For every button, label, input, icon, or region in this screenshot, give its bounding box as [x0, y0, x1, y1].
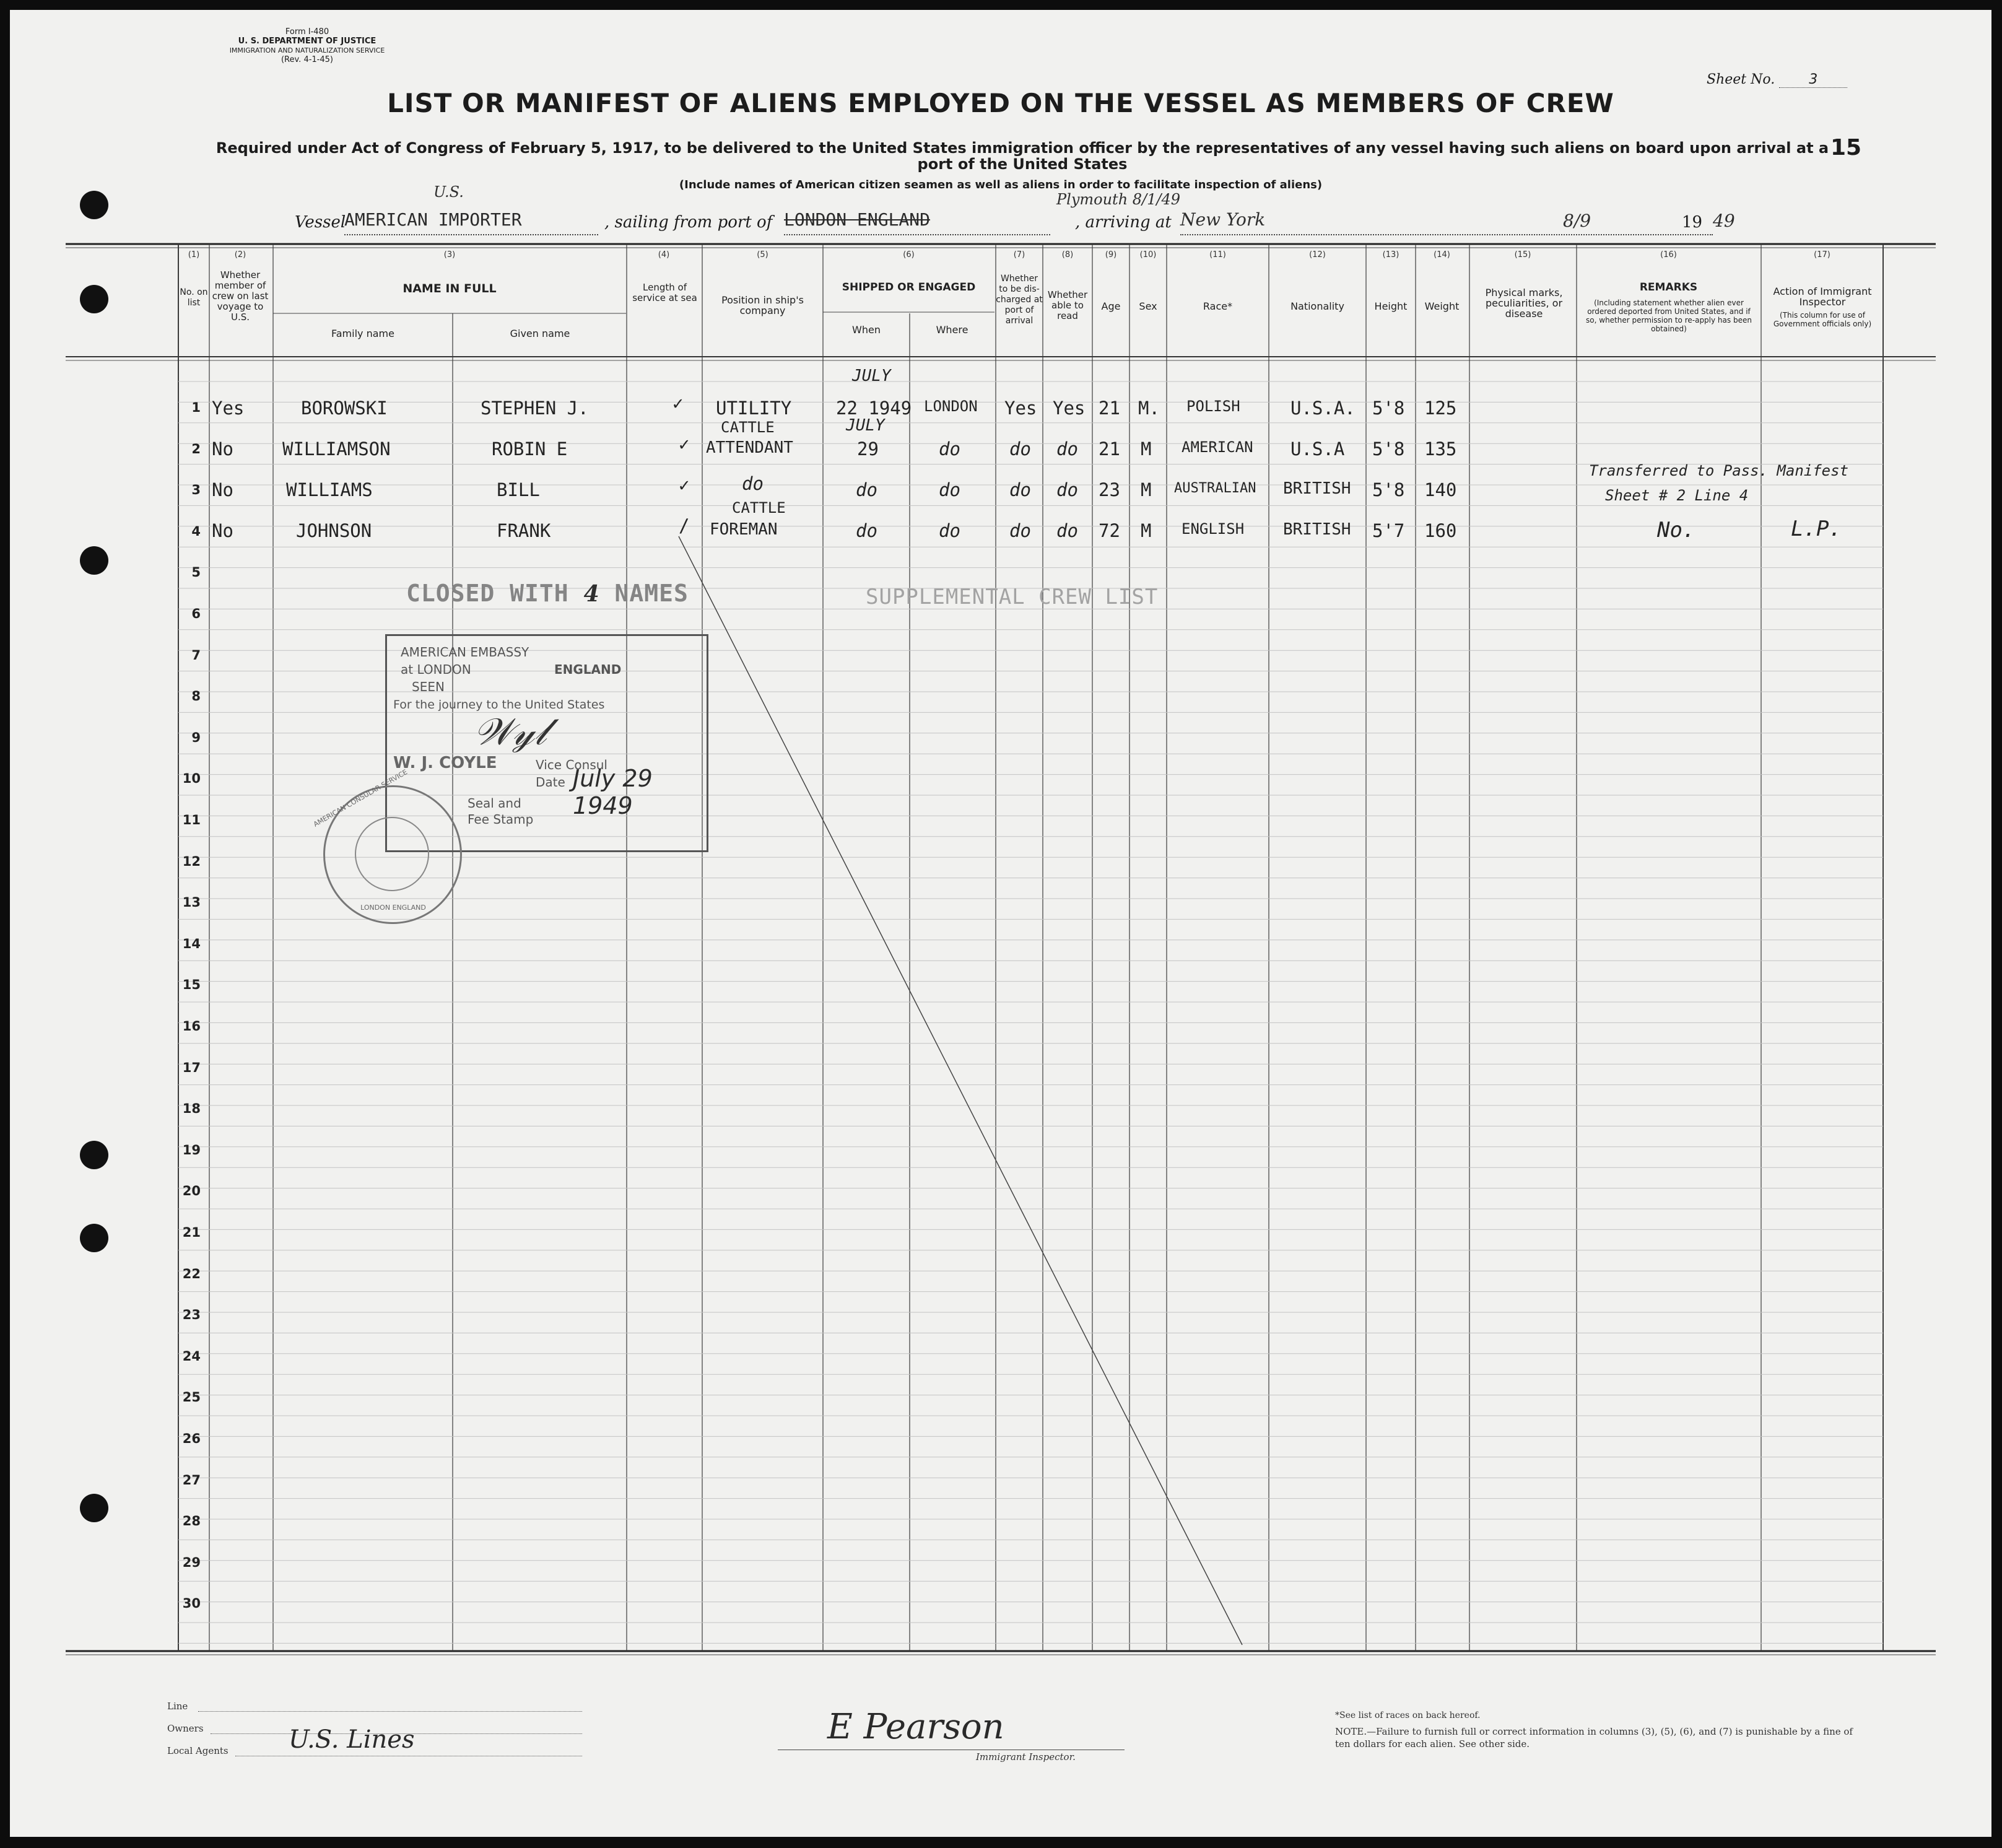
closed-count: 4	[583, 581, 600, 607]
row3-age: 23	[1099, 479, 1120, 500]
row-number: 9	[191, 730, 201, 745]
col-num: (10)	[1139, 250, 1157, 259]
service-name: IMMIGRATION AND NATURALIZATION SERVICE	[229, 46, 385, 54]
row-number: 30	[182, 1596, 201, 1611]
row2-sex: M	[1141, 438, 1152, 460]
row-number: 13	[182, 895, 201, 910]
row-number: 28	[182, 1514, 201, 1529]
col-num: (8)	[1061, 250, 1074, 259]
row2-nationality: U.S.A	[1290, 438, 1345, 460]
row-number: 20	[182, 1183, 201, 1199]
col-num: (17)	[1814, 250, 1830, 259]
form-number: Form I-480	[285, 27, 329, 37]
embassy-line1: AMERICAN EMBASSY	[401, 645, 529, 660]
row-number: 25	[182, 1390, 201, 1405]
col-num: (14)	[1434, 250, 1450, 259]
embassy-line2: at LONDON	[401, 662, 471, 677]
row1-sex: M.	[1138, 398, 1160, 419]
row-number: 4	[191, 523, 201, 539]
row-number: 11	[182, 813, 201, 827]
row1-position: UTILITY	[716, 398, 792, 419]
row4-age: 72	[1099, 520, 1120, 541]
page-number: 15	[1830, 135, 1862, 160]
embassy-officer: W. J. COYLE	[393, 754, 497, 772]
footer-owners-label: Owners	[167, 1723, 204, 1734]
col-num: (11)	[1209, 250, 1226, 259]
col-num: (12)	[1309, 250, 1326, 259]
embassy-line2b: ENGLAND	[554, 662, 622, 677]
row-number: 24	[182, 1348, 201, 1364]
embassy-seen: SEEN	[412, 679, 445, 694]
row2-height: 5'8	[1372, 438, 1405, 460]
header-shipped-engaged: SHIPPED OR ENGAGED	[842, 281, 976, 294]
row4-where: do	[939, 520, 960, 541]
row3-where: do	[939, 479, 960, 500]
sheet-label: Sheet No.	[1707, 72, 1775, 87]
port-note: Plymouth 8/1/49	[1056, 191, 1181, 208]
header-remarks: REMARKS	[1639, 281, 1698, 294]
row3-given: BILL	[497, 479, 540, 500]
col-num: (13)	[1382, 250, 1399, 259]
header-family-name: Family name	[331, 328, 394, 339]
embassy-signature: 𝒲𝓎𝓁	[474, 710, 547, 754]
row4-position: FOREMAN	[710, 520, 778, 539]
form-revision: (Rev. 4-1-45)	[281, 55, 333, 64]
row2-weight: 135	[1424, 438, 1457, 460]
row1-read: Yes	[1053, 398, 1086, 419]
header-action-inspector: Action of Immigrant Inspector	[1773, 285, 1872, 308]
col-num: (4)	[658, 250, 670, 259]
consular-seal	[312, 768, 462, 924]
row2-when-month: JULY	[846, 416, 885, 435]
embassy-date: July 29 1949	[573, 765, 653, 819]
header-discharged: Whether to be dis-charged at port of arrival	[996, 274, 1043, 326]
embassy-date-label: Date	[536, 775, 565, 790]
row4-height: 5'7	[1372, 520, 1405, 541]
row1-service: ✓	[672, 393, 684, 414]
year-value: 49	[1713, 211, 1735, 231]
row3-family: WILLIAMS	[286, 479, 373, 500]
row-number: 23	[182, 1307, 201, 1323]
row1-family: BOROWSKI	[301, 398, 388, 419]
row1-given: STEPHEN J.	[481, 398, 589, 419]
arriving-label: , arriving at	[1075, 213, 1172, 232]
header-physical-marks: Physical marks, peculiarities, or disease	[1485, 287, 1563, 320]
row-number: 2	[191, 441, 201, 456]
row3-height: 5'8	[1372, 479, 1405, 500]
embassy-fee-label: Fee Stamp	[468, 812, 534, 827]
row4-nationality: BRITISH	[1283, 520, 1351, 539]
col-num: (1)	[188, 250, 200, 259]
seal-text: AMERICAN CONSULAR SERVICE	[312, 768, 409, 829]
document-title: LIST OR MANIFEST OF ALIENS EMPLOYED ON THE VESSEL AS MEMBERS OF CREW	[387, 88, 1614, 118]
row-number: 10	[182, 771, 201, 787]
header-sex: Sex	[1139, 300, 1157, 312]
row1-race: POLISH	[1186, 398, 1240, 415]
fine-note: NOTE.—Failure to furnish full or correct information in columns (3), (5), (6), and (7) is punishable by a fine of ten dollars for each alien. See other side.	[1335, 1726, 1853, 1750]
row1-where: LONDON	[924, 398, 978, 415]
row2-age: 21	[1099, 438, 1120, 460]
row-number: 12	[182, 853, 201, 869]
row1-age: 21	[1099, 398, 1120, 419]
row3-read: do	[1056, 479, 1078, 500]
row4-sex: M	[1141, 520, 1152, 541]
row4-when: do	[856, 520, 877, 541]
col-num: (5)	[757, 250, 768, 259]
row3-race: AUSTRALIAN	[1174, 481, 1256, 496]
arriving-value: New York	[1180, 209, 1713, 235]
row3-member: No	[212, 479, 233, 500]
remarks-transfer-line2: Sheet # 2 Line 4	[1605, 487, 1749, 504]
closed-with-label: CLOSED WITH	[406, 580, 569, 607]
header-able-to-read: Whether able to read	[1047, 289, 1088, 321]
header-length-service: Length of service at sea	[632, 282, 697, 303]
row2-where: do	[939, 438, 960, 460]
footer-agents-label: Local Agents	[167, 1745, 228, 1756]
row4-read: do	[1056, 520, 1078, 541]
legal-requirement: Required under Act of Congress of February 5, 1917, to be delivered to the United States immigration officer by the representatives of any vessel having such aliens on board upon arrival at a port of the United States	[215, 139, 1829, 173]
row4-weight: 160	[1424, 520, 1457, 541]
vessel-value: AMERICAN IMPORTER	[344, 209, 598, 235]
row2-race: AMERICAN	[1182, 438, 1253, 456]
row-number: 1	[191, 400, 201, 415]
row1-member: Yes	[212, 398, 245, 419]
header-weight: Weight	[1424, 300, 1460, 312]
row-number: 15	[182, 977, 201, 993]
header-height: Height	[1374, 300, 1408, 312]
inspector-label: Immigrant Inspector.	[976, 1751, 1076, 1763]
seal-eagle-emblem	[355, 817, 429, 891]
row-number: 26	[182, 1431, 201, 1446]
header-name-in-full: NAME IN FULL	[403, 282, 497, 295]
row4-service: /	[679, 515, 690, 536]
row1-when: 22 1949	[836, 398, 912, 419]
row-number: 14	[182, 936, 201, 951]
row3-discharged: do	[1009, 479, 1031, 500]
closed-names-label: NAMES	[614, 580, 689, 607]
port-value: LONDON ENGLAND	[784, 209, 1050, 235]
row2-service: ✓	[679, 434, 690, 455]
footer-line-label: Line	[167, 1701, 188, 1712]
footer-agents-value: U.S. Lines	[289, 1725, 415, 1754]
row3-weight: 140	[1424, 479, 1457, 500]
sailing-label: , sailing from port of	[604, 213, 773, 232]
row2-read: do	[1056, 438, 1078, 460]
row4-race: ENGLISH	[1182, 520, 1245, 538]
row4-given: FRANK	[497, 520, 551, 541]
col-num: (9)	[1105, 250, 1117, 259]
col-num: (15)	[1514, 250, 1531, 259]
include-note: (Include names of American citizen seamen as well as aliens in order to facilitate inspection of aliens)	[679, 178, 1323, 191]
col-num: (6)	[903, 250, 915, 259]
supplemental-crew-list-stamp: SUPPLEMENTAL CREW LIST	[866, 585, 1159, 609]
row-number: 17	[182, 1060, 201, 1075]
col-num: (2)	[234, 250, 246, 259]
header-race: Race*	[1203, 300, 1233, 312]
header-member-last-voyage: Whether member of crew on last voyage to U.S.	[212, 269, 269, 323]
row4-position-top: CATTLE	[732, 499, 786, 516]
row1-discharged: Yes	[1004, 398, 1037, 419]
row2-discharged: do	[1009, 438, 1031, 460]
footer-agents-rule	[235, 1755, 582, 1756]
sheet-value: 3	[1779, 72, 1847, 88]
embassy-journey: For the journey to the United States	[393, 698, 605, 712]
header-age: Age	[1101, 300, 1121, 312]
closed-with-stamp	[406, 580, 689, 607]
header-remarks-note: (Including statement whether alien ever ordered deported from United States, and if so, whether permission to re-apply has been obtained)	[1586, 299, 1752, 333]
embassy-title: Vice Consul	[536, 757, 607, 772]
col-num: (7)	[1013, 250, 1025, 259]
remarks-transfer-line1: Transferred to Pass. Manifest	[1589, 462, 1849, 479]
row2-given: ROBIN E	[492, 438, 568, 460]
row3-position: do	[742, 473, 764, 494]
row2-position-top: CATTLE	[721, 419, 775, 436]
row2-family: WILLIAMSON	[282, 438, 391, 460]
row2-when: 29	[857, 438, 879, 460]
remarks-transfer-line3: No.	[1657, 518, 1695, 543]
row-number: 5	[191, 565, 201, 580]
row4-member: No	[212, 520, 233, 541]
row-number: 3	[191, 482, 201, 498]
footer-line-rule	[198, 1711, 582, 1712]
vessel-prefix: U.S.	[433, 183, 464, 201]
row-number: 7	[191, 647, 201, 663]
manifest-page	[10, 10, 1991, 1837]
row3-sex: M	[1141, 479, 1152, 500]
header-position: Position in ship's company	[721, 294, 804, 316]
row2-position: ATTENDANT	[706, 438, 793, 457]
col-num: (16)	[1660, 250, 1677, 259]
header-action-note: (This column for use of Government officials only)	[1773, 311, 1872, 328]
diagonal-cancel-line	[679, 536, 1242, 1645]
vessel-label: Vessel	[295, 213, 346, 232]
row-number: 6	[191, 606, 201, 621]
row-number: 16	[182, 1019, 201, 1034]
header-nationality: Nationality	[1290, 300, 1344, 312]
year-prefix: 19	[1682, 213, 1703, 232]
inspector-rule	[778, 1749, 1125, 1750]
row3-service: ✓	[679, 474, 690, 495]
row2-member: No	[212, 438, 233, 460]
action-initials: L.P.	[1791, 516, 1842, 541]
row-number: 19	[182, 1142, 201, 1157]
inspector-signature: E Pearson	[827, 1707, 1004, 1747]
row-number: 29	[182, 1554, 201, 1570]
row4-family: JOHNSON	[296, 520, 372, 541]
row-number: 21	[182, 1225, 201, 1240]
header-no-on-list: No. on list	[180, 287, 208, 308]
header-when: When	[852, 324, 881, 336]
row3-nationality: BRITISH	[1283, 479, 1351, 498]
row4-discharged: do	[1009, 520, 1031, 541]
row-number: 27	[182, 1472, 201, 1488]
row1-nationality: U.S.A.	[1290, 398, 1356, 419]
seal-city: LONDON ENGLAND	[360, 904, 426, 912]
header-given-name: Given name	[510, 328, 570, 339]
row1-height: 5'8	[1372, 398, 1405, 419]
row1-when-month: JULY	[852, 367, 891, 385]
row-number: 18	[182, 1101, 201, 1117]
col-num: (3)	[443, 250, 456, 259]
row1-weight: 125	[1424, 398, 1457, 419]
footer	[10, 1676, 1991, 1837]
race-note: *See list of races on back hereof.	[1335, 1711, 1481, 1720]
department-name: U. S. DEPARTMENT OF JUSTICE	[238, 37, 376, 46]
embassy-seal-label: Seal and	[468, 796, 521, 811]
row-number: 8	[191, 689, 201, 704]
row-number: 22	[182, 1266, 201, 1281]
header-where: Where	[936, 324, 968, 336]
arrival-date: 8/9	[1563, 211, 1591, 231]
row3-when: do	[856, 479, 877, 500]
